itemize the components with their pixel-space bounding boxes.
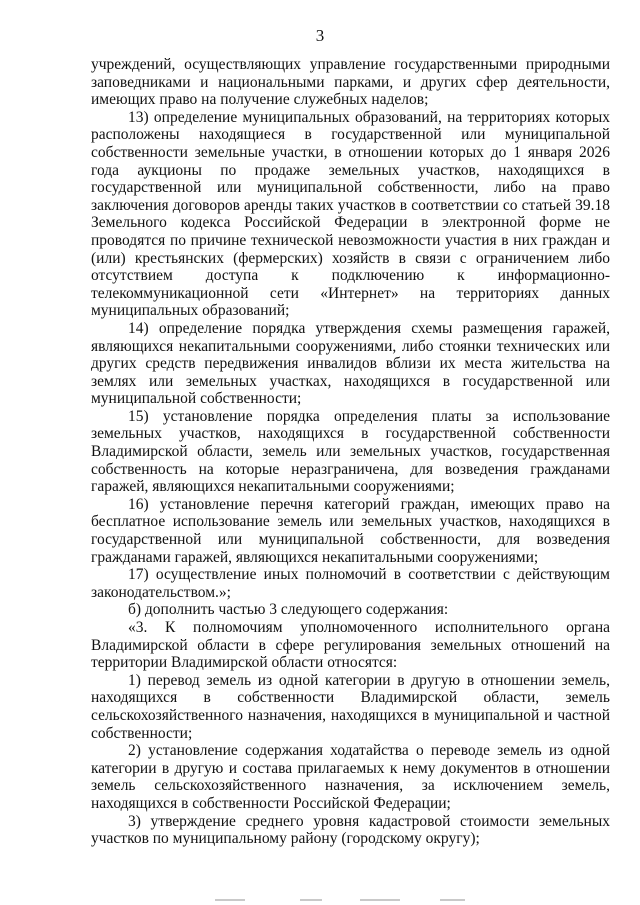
- paragraph-item-17: 17) осуществление иных полномочий в соответствии с действующим законодательством.»;: [91, 566, 610, 601]
- document-body: [91, 56, 610, 848]
- paragraph-item-15: 15) установление порядка определения платы за использование земельных участков, находящихся в государственной собственности Владимирской области, земель или земельных участков, государственная собственность на которые неразграничена, для возведения гражданами гаражей, являющихся некапитальными сооружениями;: [91, 407, 610, 496]
- paragraph-continuation: учреждений, осуществляющих управление государственными природными заповедниками и национальными парками, и других сфер деятельности, имеющих право на получение служебных наделов;: [91, 56, 610, 109]
- paragraph-part-3: «3. К полномочиям уполномоченного исполнительного органа Владимирской области в сфере регулирования земельных отношений на территории Владимирской области относятся:: [91, 619, 610, 672]
- paragraph-item-16: 16) установление перечня категорий граждан, имеющих право на бесплатное использование земель или земельных участков, находящихся в государственной или муниципальной собственности, для возведения гражданами гаражей, являющихся некапитальными сооружениями;: [91, 495, 610, 566]
- paragraph-item-14: 14) определение порядка утверждения схемы размещения гаражей, являющихся некапитальными сооружениями, либо стоянки технических или других средств передвижения инвалидов вблизи их места жительства на землях или земельных участках, находящихся в государственной или муниципальной собственности;: [91, 319, 610, 408]
- paragraph-part-3-item-2: 2) установление содержания ходатайства о переводе земель из одной категории в другую и состава прилагаемых к нему документов в отношении земель сельскохозяйственного назначения, за исключением земель, находящихся в собственности Российской Федерации;: [91, 742, 610, 812]
- scan-bottom-edge: [0, 899, 640, 903]
- paragraph-part-3-item-1: 1) перевод земель из одной категории в другую в отношении земель, находящихся в собственности Владимирской области, земель сельскохозяйственного назначения, находящихся в муниципальной и частной собственности;: [91, 671, 610, 742]
- paragraph-amendment-b: б) дополнить частью 3 следующего содержания:: [128, 601, 449, 619]
- page-number: 3: [315, 26, 325, 45]
- paragraph-part-3-item-3: 3) утверждение среднего уровня кадастровой стоимости земельных участков по муниципальному району (городскому округу);: [91, 812, 610, 848]
- paragraph-item-13: 13) определение муниципальных образований, на территориях которых расположены находящиеся в государственной или муниципальной собственности земельные участки, в отношении которых до 1 января 2026 года аукционы по продаже земельных участков, находящихся в государственной или муниципальной собственности, либо на право заключения договоров аренды таких участков в соответствии со статьей 39.18 Земельного кодекса Российской Федерации в электронной форме не проводятся по причине технической невозможности участия в них граждан и (или) крестьянских (фермерских) хозяйств в связи с ограничением либо отсутствием доступа к подключению к информационно-телекоммуникационной сети «Интернет» на территориях данных муниципальных образований;: [91, 108, 610, 320]
